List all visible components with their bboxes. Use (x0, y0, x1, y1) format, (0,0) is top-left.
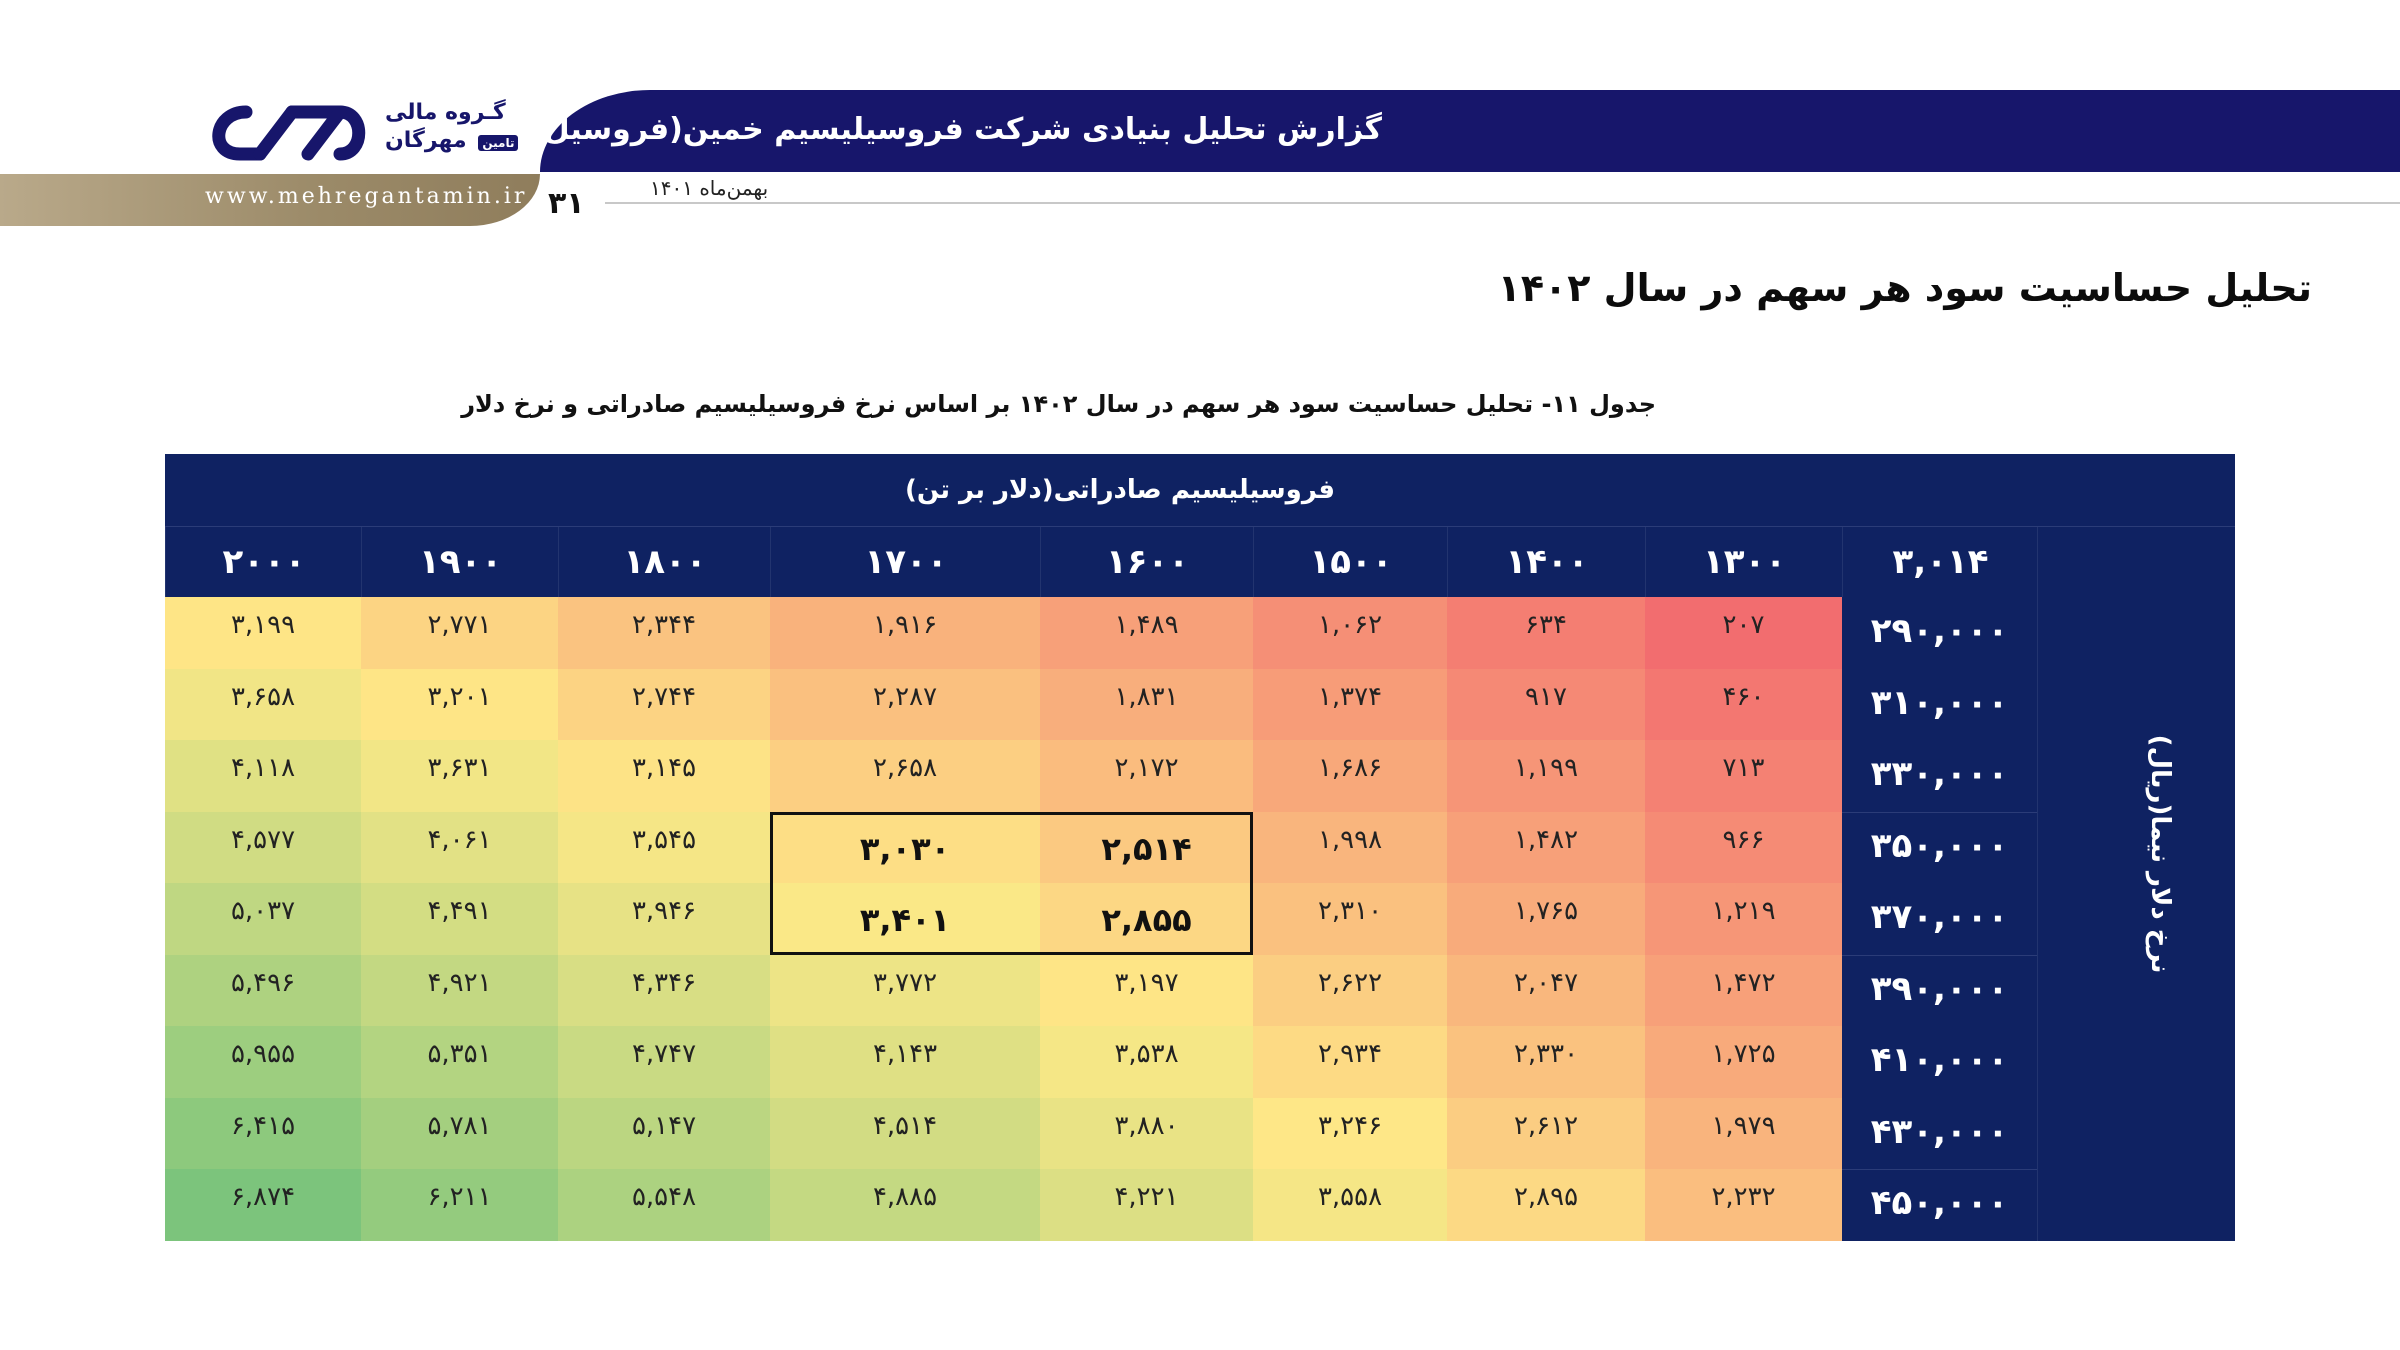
table-cell: ۳,۶۳۱ (361, 740, 558, 812)
row-header: ۴۵۰,۰۰۰ (1870, 1183, 2009, 1223)
table-cell: ۲۰۷ (1645, 597, 1842, 669)
row-header: ۴۱۰,۰۰۰ (1870, 1040, 2009, 1080)
table-cell: ۳,۵۴۵ (558, 812, 770, 884)
row-header-divider (1842, 955, 2037, 956)
table-cell: ۴,۱۱۸ (165, 740, 361, 812)
logo-badge: تامین (478, 135, 518, 151)
row-header: ۲۹۰,۰۰۰ (1870, 611, 2009, 651)
column-header: ۲۰۰۰ (165, 527, 362, 597)
table-cell: ۴,۰۶۱ (361, 812, 558, 884)
table-cell: ۴,۵۷۷ (165, 812, 361, 884)
row-header: ۳۱۰,۰۰۰ (1870, 682, 2009, 723)
table-cell: ۵,۵۴۸ (558, 1169, 770, 1241)
table-cell: ۴,۱۴۳ (770, 1026, 1040, 1098)
table-cell: ۳,۵۵۸ (1253, 1169, 1447, 1241)
sensitivity-table (165, 454, 2235, 1241)
table-cell: ۱,۴۸۹ (1040, 597, 1253, 669)
section-title: تحلیل حساسیت سود هر سهم در سال ۱۴۰۲ (1497, 266, 2312, 310)
column-header: ۱۹۰۰ (361, 527, 559, 597)
column-header: ۱۵۰۰ (1253, 527, 1448, 597)
table-cell: ۱,۰۶۲ (1253, 597, 1447, 669)
row-header: ۳۳۰,۰۰۰ (1870, 754, 2009, 794)
table-cell: ۱,۸۳۱ (1040, 669, 1253, 741)
logo-text-name (385, 128, 518, 153)
logo-text-group: گـروه مالی (385, 100, 506, 125)
table-cell: ۹۱۷ (1447, 669, 1645, 741)
table-cell: ۴,۹۲۱ (361, 955, 558, 1027)
table-cell: ۵,۰۳۷ (165, 883, 361, 955)
table-cell: ۵,۴۹۶ (165, 955, 361, 1027)
table-cell: ۳,۱۹۹ (165, 597, 361, 669)
table-cell: ۲,۵۱۴ (1040, 812, 1253, 884)
table-cell: ۱,۱۹۹ (1447, 740, 1645, 812)
row-header: ۴۳۰,۰۰۰ (1870, 1111, 2009, 1152)
table-cell: ۵,۹۵۵ (165, 1026, 361, 1098)
table-cell: ۲,۷۷۱ (361, 597, 558, 669)
table-cell: ۲,۲۳۲ (1645, 1169, 1842, 1241)
table-cell: ۲,۸۹۵ (1447, 1169, 1645, 1241)
table-cell: ۱,۷۲۵ (1645, 1026, 1842, 1098)
row-header: ۳۵۰,۰۰۰ (1870, 825, 2009, 866)
table-cell: ۴۶۰ (1645, 669, 1842, 741)
logo-name: مهرگان (385, 128, 467, 153)
table-cell: ۳,۲۴۶ (1253, 1098, 1447, 1170)
table-cell: ۵,۷۸۱ (361, 1098, 558, 1170)
table-cell: ۳,۸۸۰ (1040, 1098, 1253, 1170)
table-cell: ۲,۸۵۵ (1040, 883, 1253, 955)
table-cell: ۶۳۴ (1447, 597, 1645, 669)
report-title: گزارش تحلیل بنیادی شرکت فروسیلیسیم خمین(فروسیل) (529, 112, 1382, 147)
column-header: ۱۸۰۰ (558, 527, 771, 597)
table-cell: ۲,۶۱۲ (1447, 1098, 1645, 1170)
table-cell: ۳,۶۵۸ (165, 669, 361, 741)
table-cell: ۴,۷۴۷ (558, 1026, 770, 1098)
table-cell: ۱,۹۷۹ (1645, 1098, 1842, 1170)
table-cell: ۳,۲۰۱ (361, 669, 558, 741)
row-group-label: نرخ دلار نیما(ریال) (2145, 734, 2175, 974)
column-header: ۱۳۰۰ (1645, 527, 1843, 597)
table-cell: ۳,۴۰۱ (770, 883, 1040, 955)
row-header: ۳۷۰,۰۰۰ (1870, 897, 2009, 937)
table-cell: ۱,۳۷۴ (1253, 669, 1447, 741)
table-cell: ۱,۹۱۶ (770, 597, 1040, 669)
corner-value: ۳,۰۱۴ (1842, 527, 2038, 597)
table-cell: ۲,۳۴۴ (558, 597, 770, 669)
table-cell: ۷۱۳ (1645, 740, 1842, 812)
table-cell: ۶,۸۷۴ (165, 1169, 361, 1241)
row-header: ۳۹۰,۰۰۰ (1870, 968, 2009, 1009)
table-cell: ۳,۱۹۷ (1040, 955, 1253, 1027)
table-cell: ۳,۱۴۵ (558, 740, 770, 812)
table-cell: ۲,۱۷۲ (1040, 740, 1253, 812)
table-cell: ۲,۰۴۷ (1447, 955, 1645, 1027)
column-header: ۱۴۰۰ (1447, 527, 1646, 597)
column-header: ۱۷۰۰ (770, 527, 1041, 597)
table-cell: ۱,۹۹۸ (1253, 812, 1447, 884)
table-cell: ۲,۶۵۸ (770, 740, 1040, 812)
table-caption: جدول ۱۱- تحلیل حساسیت سود هر سهم در سال ۱۴۰۲ بر اساس نرخ فروسیلیسیم صادراتی و نرخ دلار (461, 390, 1656, 418)
table-cell: ۳,۵۳۸ (1040, 1026, 1253, 1098)
side-divider (2037, 527, 2038, 1241)
table-cell: ۴,۴۹۱ (361, 883, 558, 955)
table-cell: ۴,۵۱۴ (770, 1098, 1040, 1170)
report-date: بهمن‌ماه ۱۴۰۱ (650, 176, 769, 200)
table-cell: ۱,۴۸۲ (1447, 812, 1645, 884)
page-number: ۳۱ (548, 186, 585, 221)
website-link[interactable]: www.mehregantamin.ir (205, 184, 528, 209)
table-cell: ۲,۳۱۰ (1253, 883, 1447, 955)
highlight-box (770, 812, 1253, 955)
table-cell: ۴,۳۴۶ (558, 955, 770, 1027)
table-cell: ۶,۲۱۱ (361, 1169, 558, 1241)
table-cell: ۱,۶۸۶ (1253, 740, 1447, 812)
table-cell: ۳,۰۳۰ (770, 812, 1040, 884)
table-cell: ۵,۳۵۱ (361, 1026, 558, 1098)
table-cell: ۹۶۶ (1645, 812, 1842, 884)
column-header: ۱۶۰۰ (1040, 527, 1254, 597)
table-cell: ۲,۷۴۴ (558, 669, 770, 741)
table-cell: ۲,۲۸۷ (770, 669, 1040, 741)
table-cell: ۴,۲۲۱ (1040, 1169, 1253, 1241)
table-cell: ۲,۹۳۴ (1253, 1026, 1447, 1098)
table-cell: ۴,۸۸۵ (770, 1169, 1040, 1241)
table-cell: ۱,۲۱۹ (1645, 883, 1842, 955)
row-header-divider (1842, 812, 2037, 813)
column-group-label: فروسیلیسیم صادراتی(دلار بر تن) (904, 475, 1336, 505)
table-cell: ۲,۳۳۰ (1447, 1026, 1645, 1098)
table-cell: ۲,۶۲۲ (1253, 955, 1447, 1027)
row-header-divider (1842, 1169, 2037, 1170)
table-cell: ۱,۴۷۲ (1645, 955, 1842, 1027)
table-cell: ۳,۷۷۲ (770, 955, 1040, 1027)
heatmap-grid (165, 597, 1842, 1241)
table-cell: ۶,۴۱۵ (165, 1098, 361, 1170)
table-cell: ۳,۹۴۶ (558, 883, 770, 955)
table-cell: ۵,۱۴۷ (558, 1098, 770, 1170)
divider (605, 202, 2400, 204)
table-cell: ۱,۷۶۵ (1447, 883, 1645, 955)
